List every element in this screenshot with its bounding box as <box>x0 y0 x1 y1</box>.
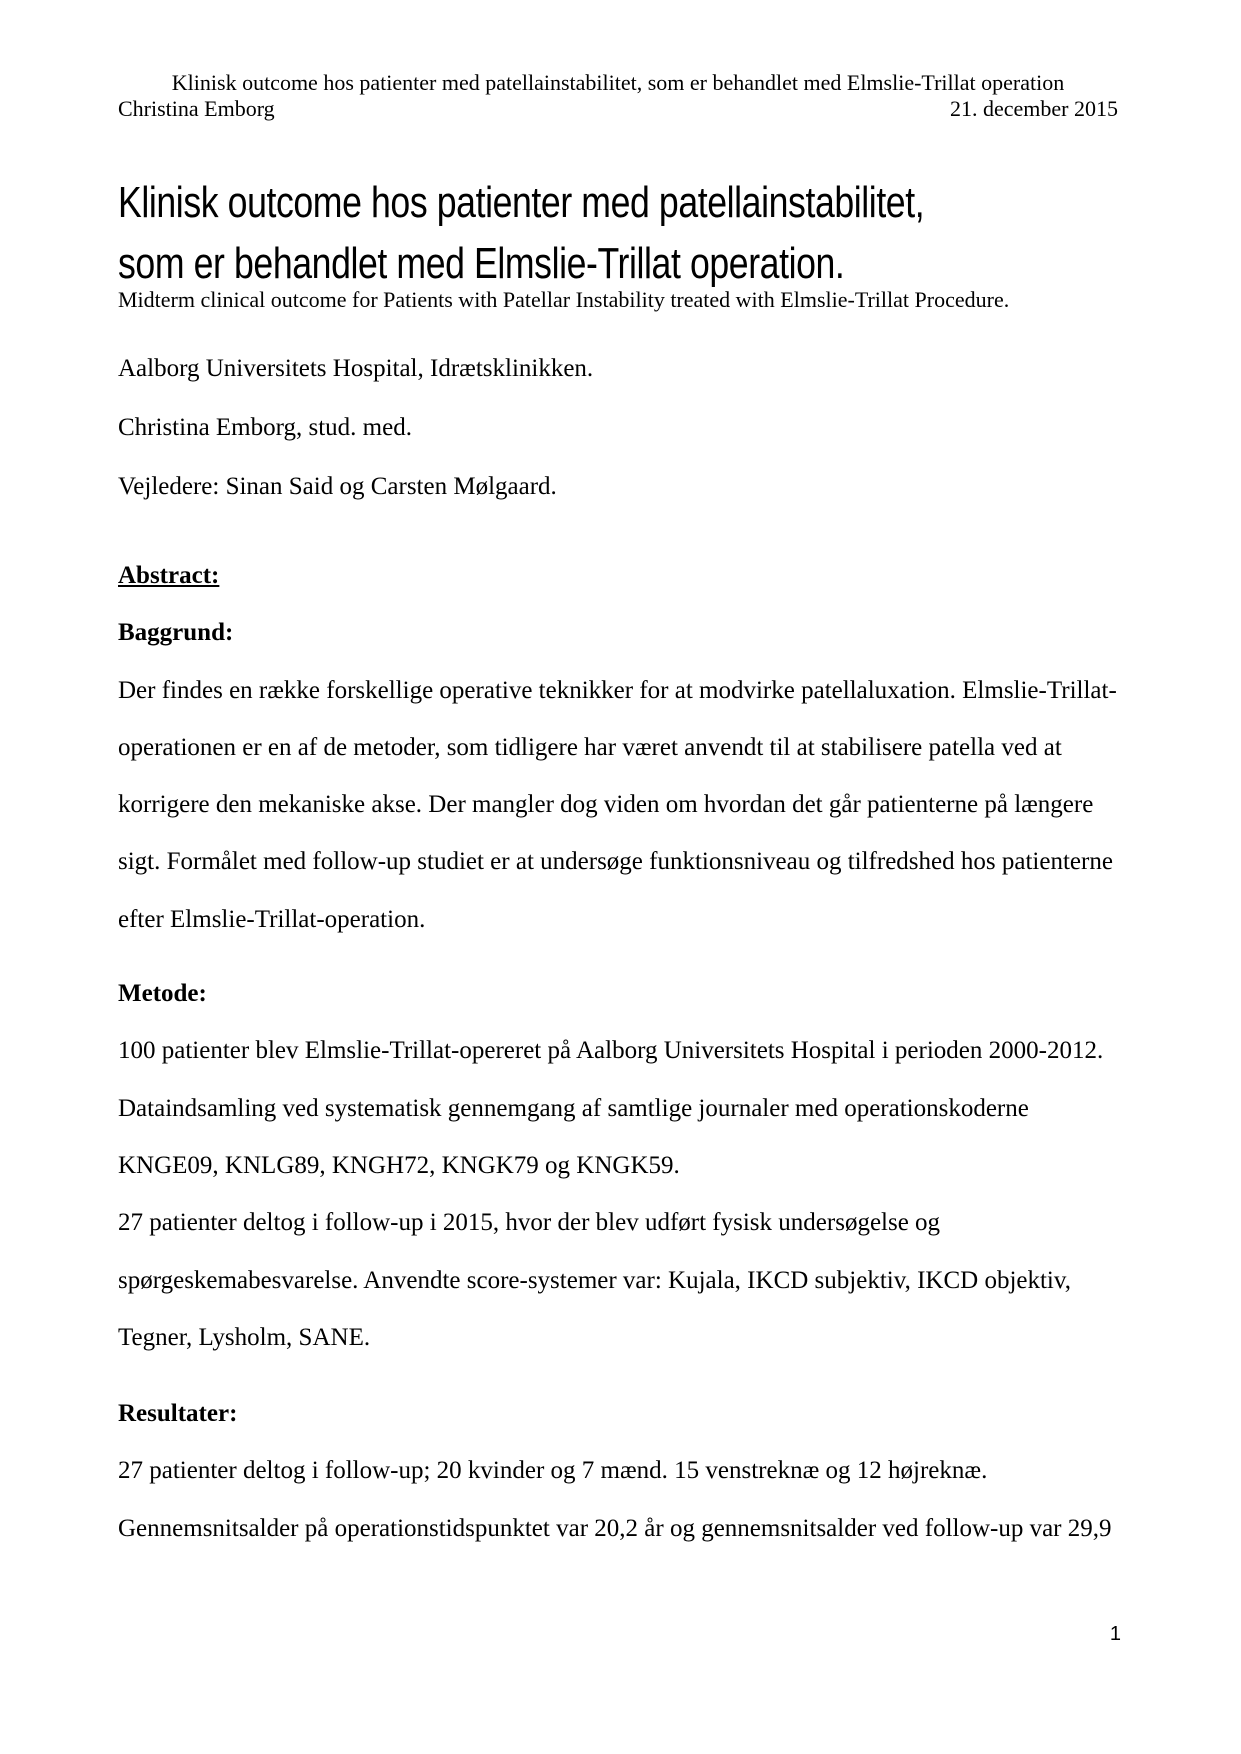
document-subtitle: Midterm clinical outcome for Patients with Patellar Instability treated with Elmslie-Trillat Procedure. <box>118 287 1010 312</box>
byline-block <box>118 339 1118 516</box>
document-body <box>118 0 1118 1557</box>
body-line: Der findes en række forskellige operative teknikker for at modvirke patellaluxation. Elmslie-Trillat- <box>118 676 1117 704</box>
body-line: 27 patienter deltog i follow-up i 2015, hvor der blev udført fysisk undersøgelse og <box>118 1209 941 1237</box>
body-line: Dataindsamling ved systematisk gennemgang af samtlige journaler med operationskoderne <box>118 1094 1029 1122</box>
section-resultater <box>118 1385 1118 1557</box>
affiliation-line: Aalborg Universitets Hospital, Idrætsklinikken. <box>118 355 594 382</box>
document-title-line-1: Klinisk outcome hos patienter med patellainstabilitet, <box>118 178 925 227</box>
page-number: 1 <box>1109 1623 1121 1645</box>
section-heading-resultater: Resultater: <box>118 1400 238 1428</box>
section-heading-baggrund: Baggrund: <box>118 619 234 647</box>
body-line: efter Elmslie-Trillat-operation. <box>118 905 426 933</box>
body-line: korrigere den mekaniske akse. Der mangler dog viden om hvordan det går patienterne på længere <box>118 791 1094 819</box>
section-heading-metode: Metode: <box>118 980 207 1008</box>
body-line: spørgeskemabesvarelse. Anvendte score-systemer var: Kujala, IKCD subjektiv, IKCD objektiv, <box>118 1266 1072 1294</box>
body-line: operationen er en af de metoder, som tidligere har været anvendt til at stabilisere patella ved at <box>118 733 1062 761</box>
document-title-line-2: som er behandlet med Elmslie-Trillat operation. <box>118 239 845 288</box>
author-line: Christina Emborg, stud. med. <box>118 414 412 441</box>
body-line: sigt. Formålet med follow-up studiet er at undersøge funktionsniveau og tilfredshed hos patienterne <box>118 848 1113 876</box>
header-author: Christina Emborg <box>118 96 275 121</box>
section-baggrund <box>118 604 1118 948</box>
body-line: 100 patienter blev Elmslie-Trillat-opereret på Aalborg Universitets Hospital i perioden 2000-2012. <box>118 1037 1104 1065</box>
header-title-line: Klinisk outcome hos patienter med patellainstabilitet, som er behandlet med Elmslie-Trillat operation <box>171 70 1065 95</box>
supervisors-line: Vejledere: Sinan Said og Carsten Mølgaard. <box>118 473 557 500</box>
section-metode <box>118 965 1118 1366</box>
abstract-heading: Abstract: <box>118 562 220 589</box>
body-line: 27 patienter deltog i follow-up; 20 kvinder og 7 mænd. 15 venstreknæ og 12 højreknæ. <box>118 1457 988 1485</box>
body-line: Tegner, Lysholm, SANE. <box>118 1323 371 1351</box>
body-line: KNGE09, KNLG89, KNGH72, KNGK79 og KNGK59. <box>118 1151 680 1179</box>
header-date: 21. december 2015 <box>950 96 1118 121</box>
body-line: Gennemsnitsalder på operationstidspunktet var 20,2 år og gennemsnitsalder ved follow-up var 29,9 <box>118 1514 1112 1542</box>
